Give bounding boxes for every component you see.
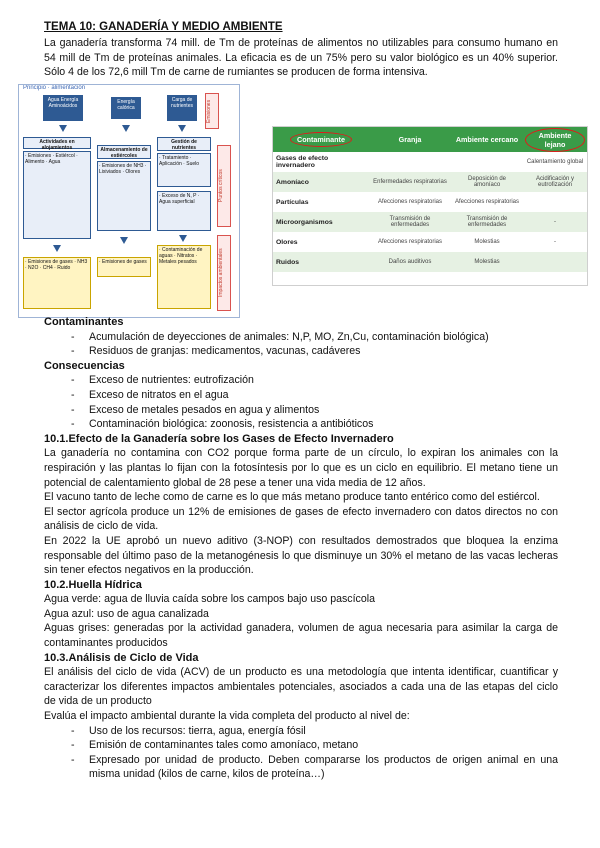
section-10-3-p1: El análisis del ciclo de vida (ACV) de un producto es una metodología que intenta identificar, cuantificar y caracterizar los diferentes impactos ambientales potenciales, asociados a cada una de las etapas del ciclo de vida de un producto: [44, 666, 558, 708]
contaminant-table: [272, 126, 588, 286]
contaminantes-list: [44, 330, 558, 359]
section-10-2-p2: Agua azul: uso de agua canalizada: [44, 607, 209, 620]
intro-text: La ganadería transforma 74 mill. de Tm de proteínas de alimentos no utilizables para consumo humano en 54 mill de Tm de proteínas animales. La eficacia es de un 75% pero su valor biológico es un 40% superior. Sólo 4 de los 72,6 mill Tm de carne de rumiantes se producen de forma intensiva.: [44, 37, 558, 79]
section-10-2-p1: Agua verde: agua de lluvia caída sobre los campos bajo uso pascícola: [44, 593, 375, 606]
list-item: - Uso de los recursos: tierra, agua, energía fósil: [71, 724, 558, 739]
diagram-arrow-2: [122, 125, 130, 132]
section-10-3-p2: Evalúa el impacto ambiental durante la vida completa del producto al nivel de:: [44, 710, 410, 723]
diagram-bottom-1: · Emisiones de gases · NH3 · N2O · CH4 · Ruido: [23, 257, 91, 309]
diagram-bottom-3: · Contaminación de aguas · Nitratos · Metales pesados: [157, 245, 211, 309]
table-row: Microorganismos Transmisión de enfermedades Transmisión de enfermedades -: [273, 212, 587, 232]
section-10-3-list: [44, 724, 558, 782]
list-item: - Contaminación biológica: zoonosis, resistencia a antibióticos: [71, 417, 558, 432]
diagram-arrow-5: [120, 237, 128, 244]
diagram-col3-text: · Tratamiento · Aplicación · Suelo: [157, 153, 211, 187]
diagram-side-impactos: Impactos ambientales: [217, 235, 231, 311]
diagram-box-agua: Agua Energía Aminoácidos: [43, 95, 83, 121]
list-item: - Expresado por unidad de producto. Deben compararse los productos de origen animal en una misma unidad (kilos de carne, kilos de proteína…): [71, 753, 558, 782]
consecuencias-list: [44, 373, 558, 431]
list-item: - Exceso de nutrientes: eutrofización: [71, 373, 558, 388]
table-row: Ruidos Daños auditivos Molestias: [273, 252, 587, 272]
diagram-col1-text: · Emisiones · Estiércol · Alimento · Agua: [23, 151, 91, 239]
table-row: Partículas Afecciones respiratorias Afecciones respiratorias: [276, 198, 520, 206]
section-10-2-heading: 10.2.Huella Hídrica: [44, 578, 142, 591]
table-row: Gases de efecto invernadero Calentamiento global: [276, 155, 584, 169]
list-item: - Exceso de nitratos en el agua: [71, 388, 558, 403]
list-item: - Acumulación de deyecciones de animales: N,P, MO, Zn,Cu, contaminación biológica): [71, 330, 558, 345]
section-10-1-p4: En 2022 la UE aprobó un nuevo aditivo (3-NOP) con resultados demostrados que bloquea la enzima responsable del último paso de la metanogénesis lo que disminuye un 30% el metano de las vacas lecheras sin tener efectos negativos en la producción.: [44, 534, 558, 577]
table-header-contaminante: Contaminante: [273, 127, 369, 152]
intro-paragraph: [44, 36, 558, 80]
document-title: TEMA 10: GANADERÍA Y MEDIO AMBIENTE: [44, 21, 283, 33]
diagram-arrow-4: [53, 245, 61, 252]
diagram-arrow-3: [178, 125, 186, 132]
table-header-cercano: Ambiente cercano: [451, 127, 523, 152]
table-header-lejano: Ambiente lejano: [523, 127, 587, 152]
diagram-col3-title: Gestión de nutrientes: [157, 137, 211, 151]
diagram-col3-text2: · Exceso de N, P · Agua superficial: [157, 191, 211, 231]
diagram-col2-text: · Emisiones de NH3 · Lixiviados · Olores: [97, 161, 151, 231]
diagram-side-puntos: Puntos críticos: [217, 145, 231, 227]
section-10-2-p3: Aguas grises: generadas por la actividad ganadera, volumen de agua necesaria para asimilar la carga de contaminantes producidos: [44, 622, 558, 650]
list-item: - Emisión de contaminantes tales como amoníaco, metano: [71, 738, 558, 753]
list-item: - Exceso de metales pesados en agua y alimentos: [71, 403, 558, 418]
diagram-bottom-2: · Emisiones de gases: [97, 257, 151, 277]
diagram-arrow-1: [59, 125, 67, 132]
section-10-1-p2: El vacuno tanto de leche como de carne es lo que más metano produce tanto entérico como del estiércol.: [44, 491, 540, 504]
diagram-box-carga: Carga de nutrientes: [167, 95, 197, 121]
table-header-granja: Granja: [369, 127, 451, 152]
table-row: Olores Afecciones respiratorias Molestias -: [276, 238, 556, 246]
table-row: Amoníaco Enfermedades respiratorias Deposición de amoníaco Acidificación y eutrofización: [273, 172, 587, 192]
main-content: [44, 315, 558, 782]
diagram-arrow-6: [179, 235, 187, 242]
section-10-1-heading: 10.1.Efecto de la Ganadería sobre los Gases de Efecto Invernadero: [44, 432, 394, 445]
livestock-impact-diagram: [18, 84, 240, 318]
consecuencias-heading: Consecuencias: [44, 359, 125, 372]
section-10-1-p3: El sector agrícola produce un 12% de emisiones de gases de efecto invernadero con datos directos no con análisis de ciclo de vida.: [44, 505, 558, 533]
section-10-1-p1: La ganadería no contamina con CO2 porque forma parte de un círculo, lo expiran los animales con la respiración y las plantas lo fijan con la fotosíntesis por lo que es un ciclo en equilibrio. El metano tiene un potencial de calentamiento global de 28 pese a tener una vida media de 12 años.: [44, 447, 558, 489]
diagram-col1-title: Actividades en alojamientos: [23, 137, 91, 149]
diagram-box-energia: Energía calórica: [111, 97, 141, 119]
list-item: - Residuos de granjas: medicamentos, vacunas, cadáveres: [71, 344, 558, 359]
diagram-title: Principio · alimentación: [23, 85, 86, 91]
diagram-col2-title: Almacenamiento de estiércoles: [97, 145, 151, 159]
diagram-side-emisiones: Emisiones: [205, 93, 219, 129]
section-10-3-heading: 10.3.Análisis de Ciclo de Vida: [44, 651, 199, 664]
contaminantes-heading: Contaminantes: [44, 316, 124, 328]
